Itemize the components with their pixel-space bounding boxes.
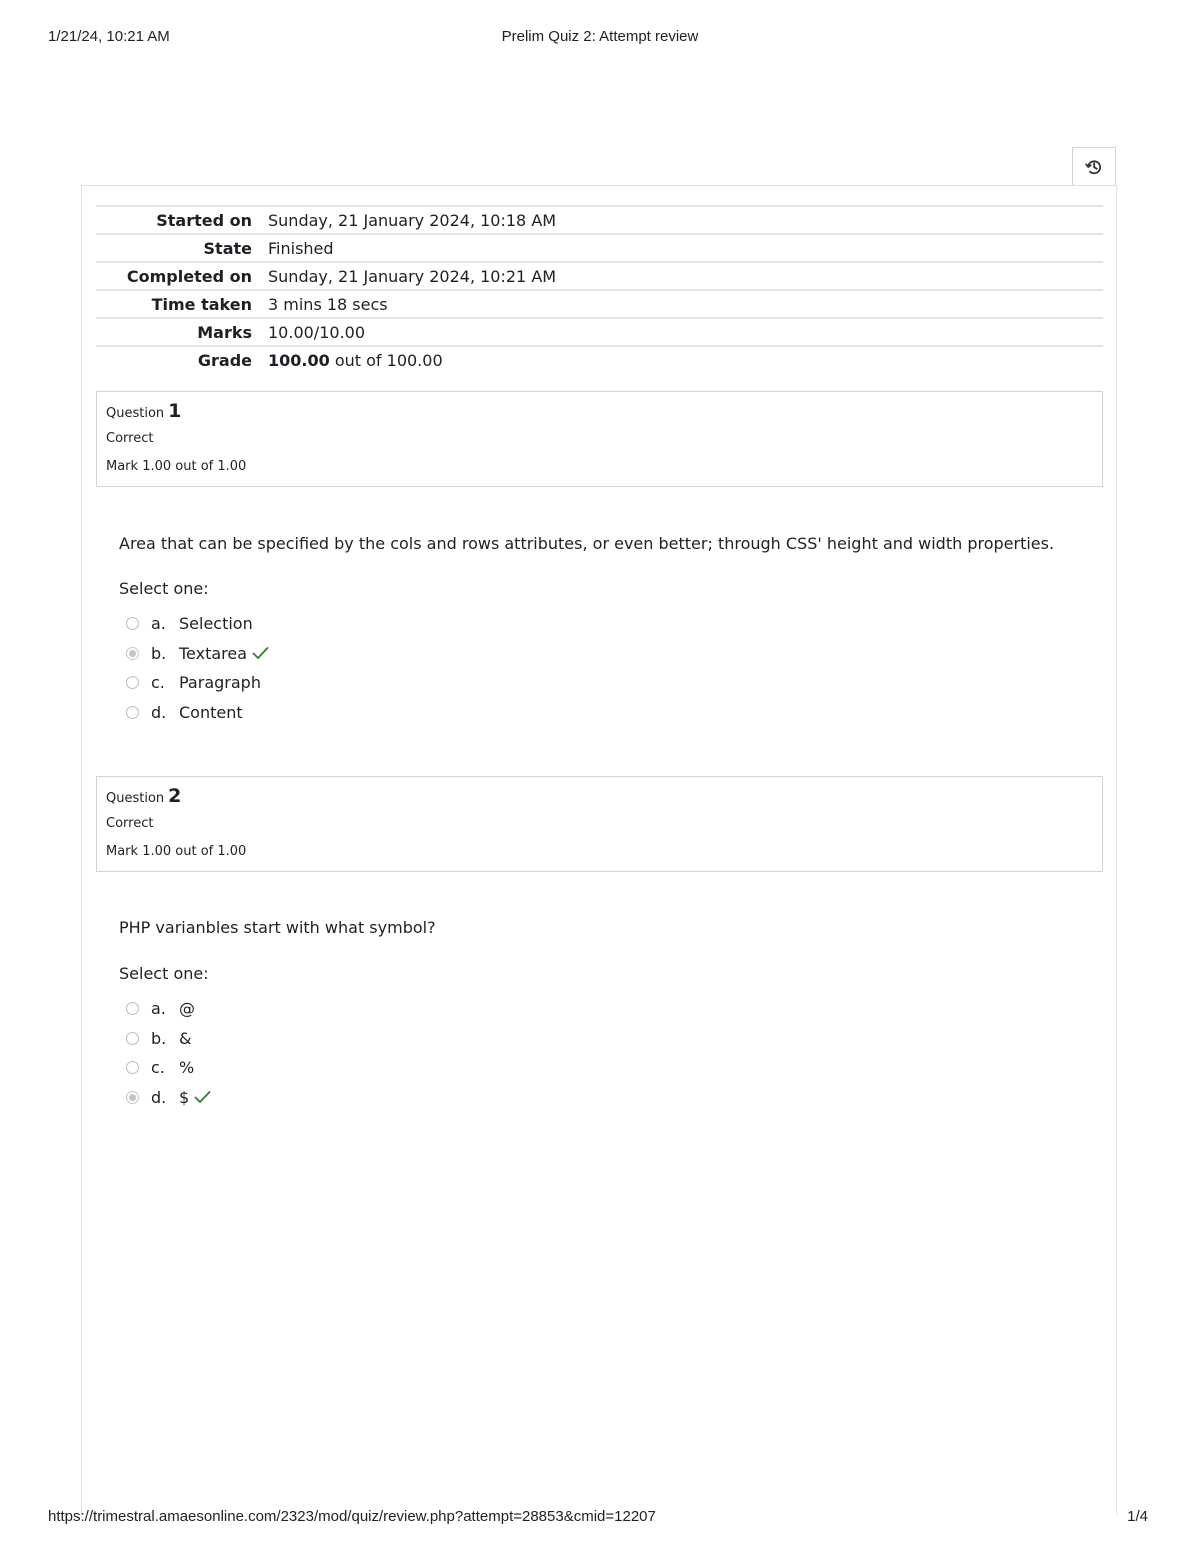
question-number: 1 <box>168 400 182 422</box>
summary-row-grade <box>96 346 1103 374</box>
state-label: State <box>96 234 268 262</box>
answer-letter: a. <box>151 999 166 1019</box>
question-label: Question <box>106 406 165 421</box>
answer-text: Textarea <box>179 643 248 663</box>
question-2-state: Correct <box>106 816 154 831</box>
answer-option[interactable] <box>126 609 269 639</box>
answer-text: @ <box>179 999 195 1019</box>
answer-radio[interactable] <box>126 1061 139 1074</box>
history-icon <box>1084 157 1104 177</box>
question-1-answers <box>126 609 269 727</box>
grade-value <box>268 346 1103 374</box>
print-footer <box>48 1508 1152 1528</box>
question-1-state: Correct <box>106 431 154 446</box>
question-label: Question <box>106 791 165 806</box>
question-1-mark: Mark 1.00 out of 1.00 <box>106 459 247 474</box>
state-value: Finished <box>268 234 1103 262</box>
answer-option[interactable] <box>126 1053 211 1083</box>
grade-score: 100.00 <box>268 351 330 370</box>
answer-letter: b. <box>151 643 167 663</box>
answer-text: & <box>179 1028 192 1048</box>
grade-out-of: out of 100.00 <box>329 351 443 370</box>
question-2-prompt: Select one: <box>119 964 209 983</box>
answer-text: Content <box>179 702 243 722</box>
check-icon <box>252 646 269 660</box>
answer-option[interactable] <box>126 698 269 728</box>
answer-radio[interactable] <box>126 676 139 689</box>
summary-row-state <box>96 234 1103 262</box>
answer-text: $ <box>179 1087 190 1107</box>
print-page-title: Prelim Quiz 2: Attempt review <box>501 28 699 45</box>
summary-row-time-taken <box>96 290 1103 318</box>
print-url: https://trimestral.amaesonline.com/2323/mod/quiz/review.php?attempt=28853&cmid=12207 <box>48 1508 656 1525</box>
question-2-info <box>96 776 1103 872</box>
print-header <box>48 28 1152 48</box>
answer-option[interactable] <box>126 1024 211 1054</box>
summary-row-started <box>96 206 1103 234</box>
answer-text: Selection <box>179 614 253 634</box>
question-2-answers <box>126 994 211 1112</box>
started-on-value: Sunday, 21 January 2024, 10:18 AM <box>268 206 1103 234</box>
question-1-number <box>106 400 181 422</box>
time-taken-value: 3 mins 18 secs <box>268 290 1103 318</box>
answer-letter: a. <box>151 614 166 634</box>
marks-label: Marks <box>96 318 268 346</box>
question-1-text: Area that can be specified by the cols and rows attributes, or even better; through CSS' height and width properties. <box>119 534 1055 553</box>
answer-option-selected[interactable] <box>126 639 269 669</box>
answer-letter: b. <box>151 1028 167 1048</box>
summary-row-completed <box>96 262 1103 290</box>
question-1-info <box>96 391 1103 487</box>
answer-text: % <box>179 1058 195 1078</box>
answer-radio[interactable] <box>126 706 139 719</box>
attempt-summary-table <box>96 205 1103 374</box>
answer-radio[interactable] <box>126 617 139 630</box>
time-taken-label: Time taken <box>96 290 268 318</box>
answer-text: Paragraph <box>179 673 261 693</box>
question-number: 2 <box>168 785 182 807</box>
started-on-label: Started on <box>96 206 268 234</box>
answer-radio-selected[interactable] <box>126 1091 139 1104</box>
check-icon <box>194 1090 211 1104</box>
answer-radio-selected[interactable] <box>126 647 139 660</box>
answer-option[interactable] <box>126 994 211 1024</box>
print-page-number: 1/4 <box>1127 1508 1148 1525</box>
answer-letter: d. <box>151 1087 167 1107</box>
summary-row-marks <box>96 318 1103 346</box>
grade-label: Grade <box>96 346 268 374</box>
answer-radio[interactable] <box>126 1032 139 1045</box>
answer-option[interactable] <box>126 668 269 698</box>
answer-letter: c. <box>151 673 165 693</box>
completed-on-value: Sunday, 21 January 2024, 10:21 AM <box>268 262 1103 290</box>
history-button[interactable] <box>1072 147 1116 185</box>
print-date: 1/21/24, 10:21 AM <box>48 28 170 45</box>
answer-option-selected[interactable] <box>126 1083 211 1113</box>
question-2-text: PHP varianbles start with what symbol? <box>119 918 436 937</box>
answer-letter: d. <box>151 702 167 722</box>
marks-value: 10.00/10.00 <box>268 318 1103 346</box>
completed-on-label: Completed on <box>96 262 268 290</box>
question-2-number <box>106 785 181 807</box>
answer-radio[interactable] <box>126 1002 139 1015</box>
question-2-mark: Mark 1.00 out of 1.00 <box>106 844 247 859</box>
question-1-prompt: Select one: <box>119 579 209 598</box>
answer-letter: c. <box>151 1058 165 1078</box>
